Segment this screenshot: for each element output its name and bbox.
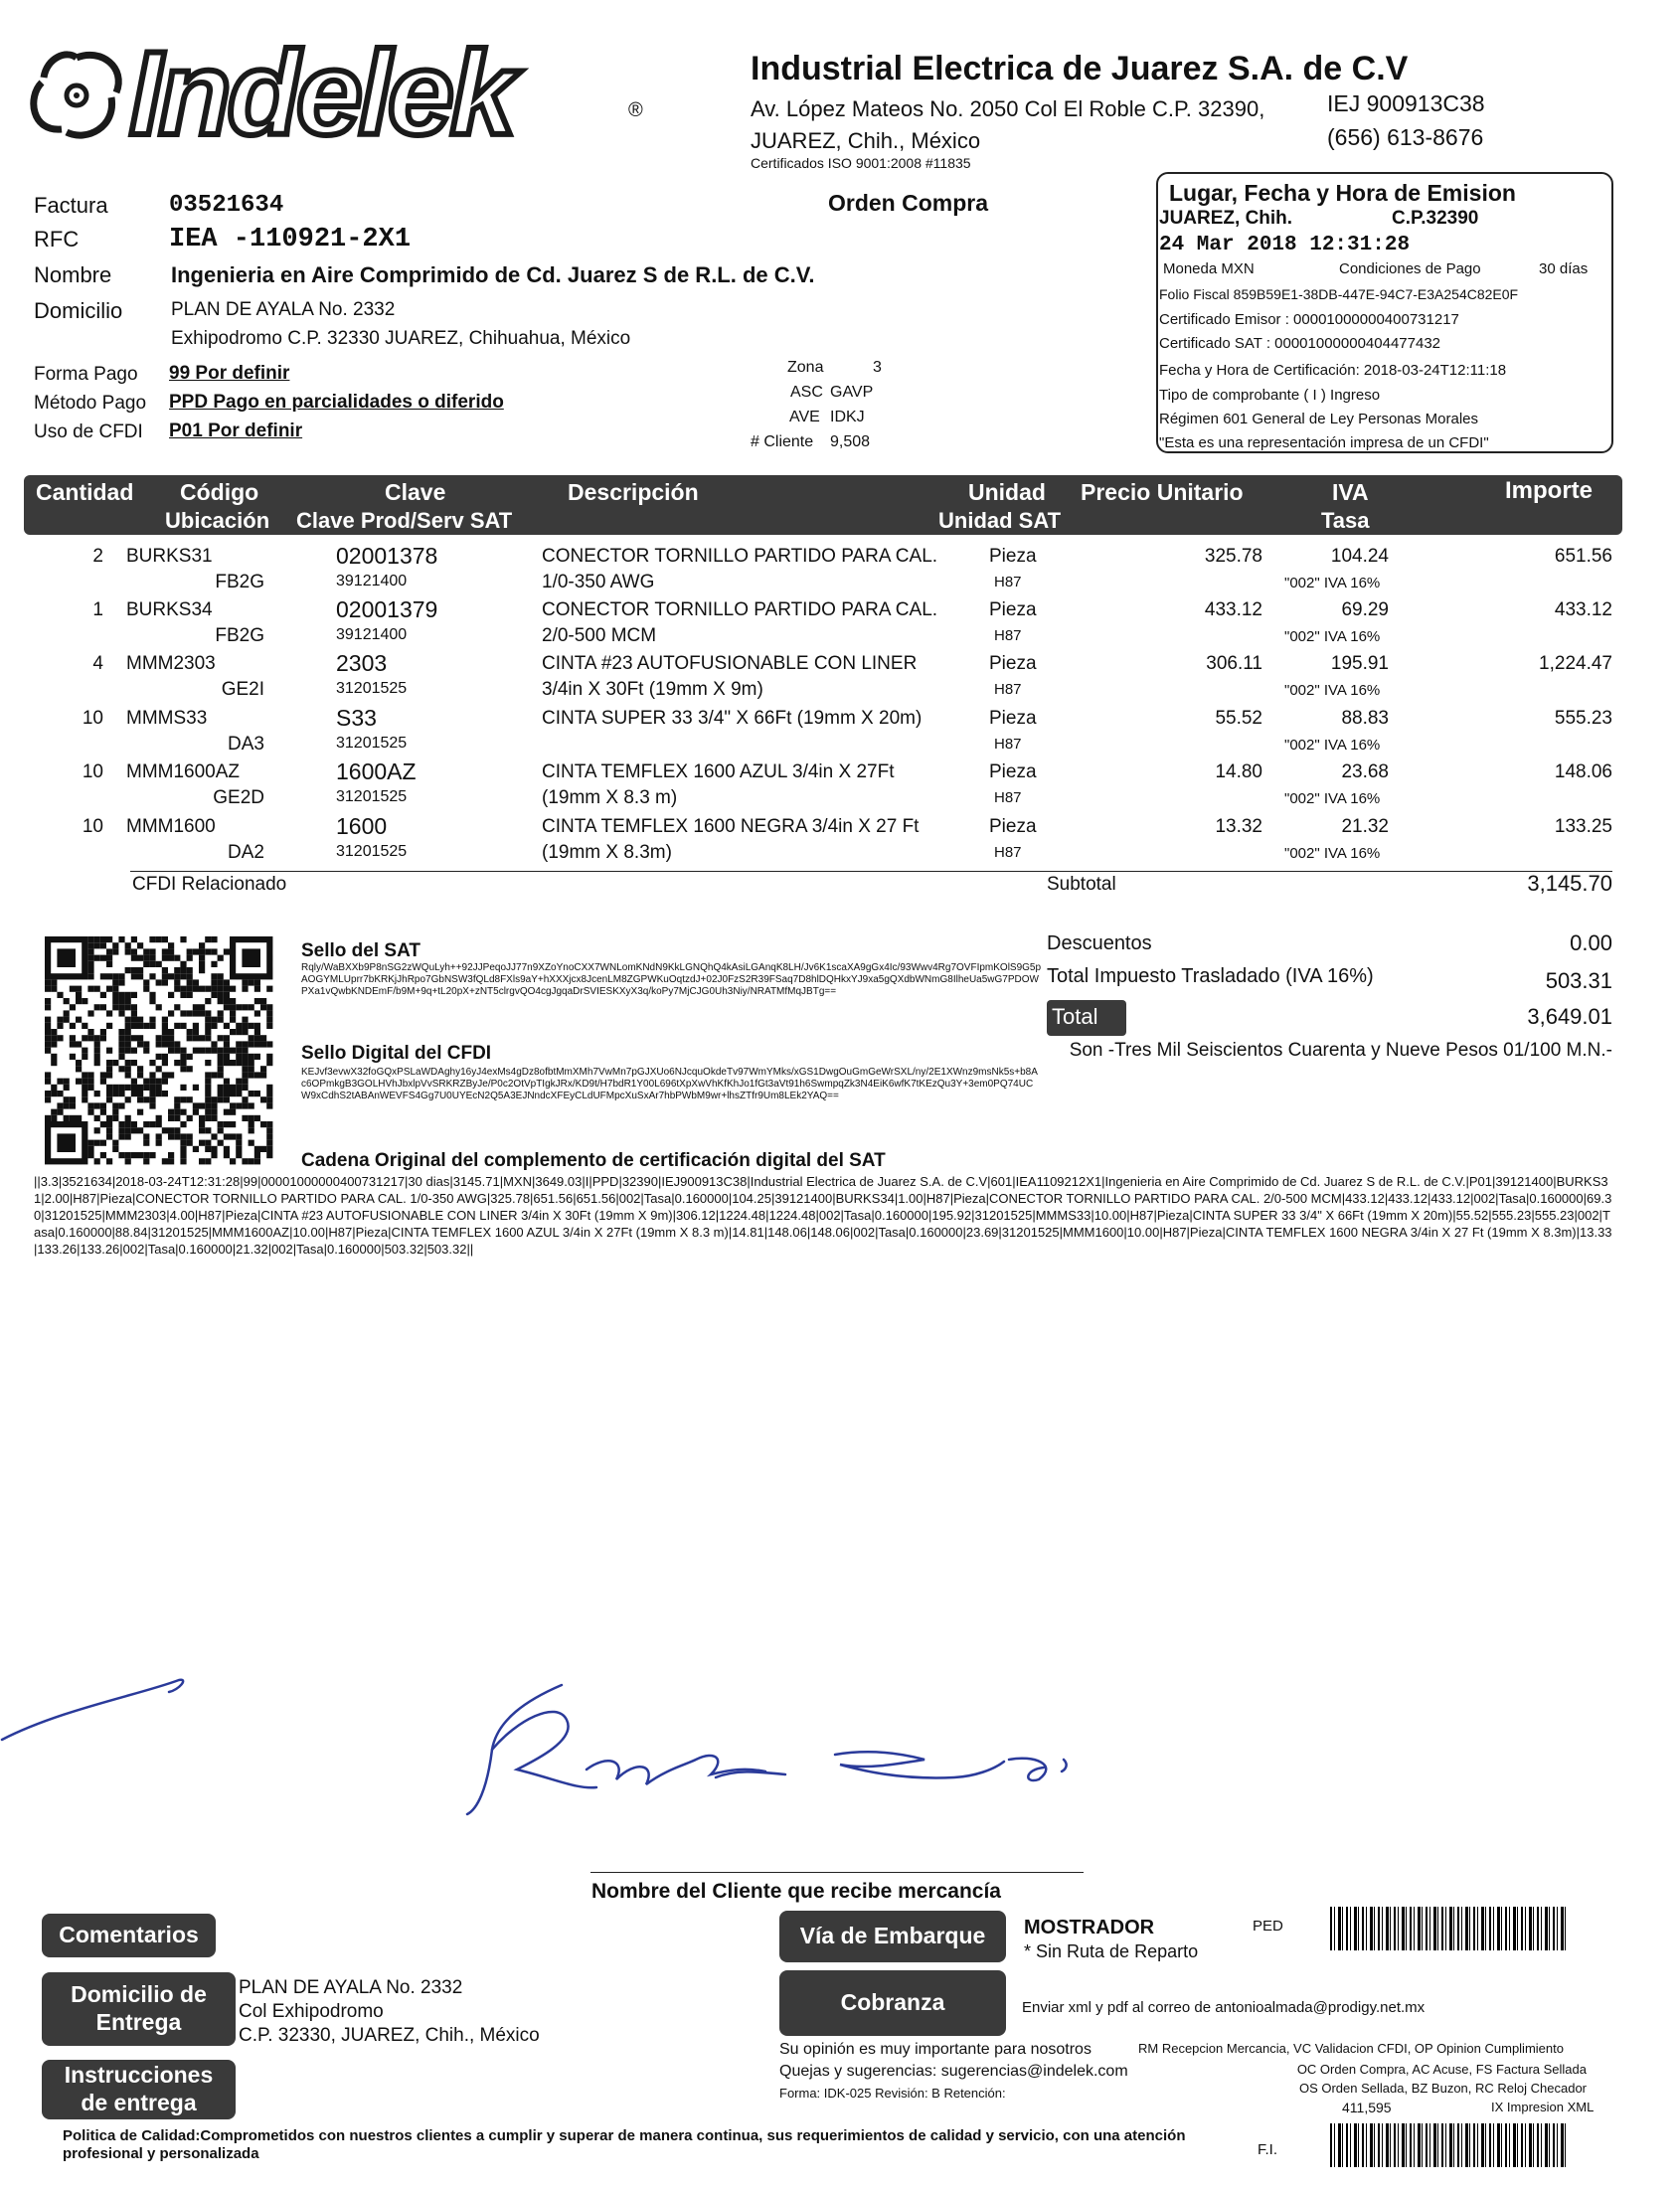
company-name: Industrial Electrica de Juarez S.A. de C.V [751, 50, 1409, 87]
cobranza-button [779, 1970, 1006, 2036]
cfdi-note: "Esta es una representación impresa de un CFDI" [1159, 434, 1489, 451]
item-iva: 23.68 [1341, 761, 1389, 782]
sin-ruta: * Sin Ruta de Reparto [1024, 1941, 1199, 1961]
ped-label: PED [1253, 1918, 1283, 1935]
item-code: MMM1600AZ [126, 761, 241, 782]
ave-label: AVE [789, 409, 820, 425]
quejas: Quejas y sugerencias: sugerencias@indelek.com [779, 2063, 1128, 2080]
item-clave-sat: 39121400 [336, 626, 408, 643]
os-legend: OS Orden Sellada, BZ Buzon, RC Reloj Checador [1298, 2081, 1587, 2096]
item-qty: 1 [92, 599, 103, 620]
item-qty: 2 [92, 546, 103, 567]
item-importe: 1,224.47 [1539, 653, 1612, 674]
item-importe: 148.06 [1554, 761, 1612, 782]
item-importe: 133.25 [1554, 816, 1612, 837]
enviar-xml: Enviar xml y pdf al correo de antonioalmada@prodigy.net.mx [1022, 1999, 1426, 2016]
item-code: MMM1600 [126, 816, 216, 837]
item-desc-1: CINTA TEMFLEX 1600 NEGRA 3/4in X 27 Ft [542, 816, 920, 837]
domicilio-entrega-label: Domicilio de Entrega [71, 1981, 207, 2035]
item-location: FB2G [215, 625, 264, 646]
col-codigo: Código [180, 479, 259, 505]
ped-barcode [1330, 1907, 1567, 1950]
descuentos-label: Descuentos [1047, 932, 1152, 954]
cert-sat: Certificado SAT : 00001000000404477432 [1159, 335, 1441, 352]
factura-label: Factura [34, 193, 108, 218]
item-precio: 306.11 [1206, 653, 1262, 674]
forma-pago-value: 99 Por definir [169, 363, 290, 384]
asc-value: GAVP [830, 384, 874, 401]
sello-digital-text: KEJvf3evwX32foGQxPSLaWDAghy16yJ4exMs4gDz8ofbtMmXMh7VwMn7pGJXUo6NJcquOkdeTv97WmYMks/xGS1DwgOuGmGeWrSXL/ny/2E1XWnz9msNk5s+b8Ac6OPmkgB3GOLHVhJbxlpVvSRKRZByJe/P0c2OtVpTIgkJRx/KD9t/H7bdR1Y00L696tXpXwVhKfKhJo1fGt3aVt91h6SwmpqZk3N4EiK6wfK7tKEzQu3Y+3em0PQ74UCW9xCdhS2tABAnWEVFS4Gg7U0UYEcN2Q5A3EJNndcXFEyCLdUFMpcXuSxAr7hbPWbM9wr+lhsZTfr9Um8LEk2YAQ== [301, 1067, 1038, 1101]
item-iva: 69.29 [1341, 599, 1389, 620]
asc-label: ASC [790, 384, 823, 401]
subtotal-value: 3,145.70 [1527, 871, 1612, 896]
total-in-words: Son -Tres Mil Seiscientos Cuarenta y Nueve Pesos 01/100 M.N.- [1069, 1040, 1612, 1061]
company-cert: Certificados ISO 9001:2008 #11835 [751, 155, 971, 171]
table-row [0, 596, 1680, 654]
item-desc-2: (19mm X 8.3m) [542, 842, 672, 863]
orden-compra-label: Orden Compra [828, 190, 989, 216]
table-row [0, 758, 1680, 816]
item-clave: 02001378 [336, 543, 438, 569]
item-importe: 651.56 [1554, 546, 1612, 567]
signature [0, 1660, 1093, 1859]
opinion: Su opinión es muy importante para nosotros [779, 2041, 1092, 2058]
company-phone: (656) 613-8676 [1327, 124, 1484, 150]
via-embarque-label: Vía de Embarque [799, 1923, 986, 1949]
descuentos-value: 0.00 [1570, 930, 1612, 955]
item-code: MMMS33 [126, 708, 208, 729]
item-importe: 433.12 [1554, 599, 1612, 620]
entrega-address-2: Col Exhipodromo [239, 2001, 384, 2022]
col-unidad: Unidad [968, 479, 1046, 505]
col-importe: Importe [1505, 477, 1594, 504]
item-tasa: "002" IVA 16% [1284, 790, 1381, 807]
table-row [0, 650, 1680, 708]
item-code: MMM2303 [126, 653, 216, 674]
ix-legend: IX Impresion XML [1491, 2100, 1595, 2114]
item-desc-1: CINTA TEMFLEX 1600 AZUL 3/4in X 27Ft [542, 761, 895, 782]
item-clave-sat: 31201525 [336, 788, 408, 805]
emision-date: 24 Mar 2018 12:31:28 [1159, 234, 1411, 256]
col-unidad-sat: Unidad SAT [938, 508, 1062, 533]
col-clave: Clave [385, 479, 446, 505]
condiciones-dias: 30 días [1539, 260, 1589, 277]
rfc-label: RFC [34, 227, 80, 252]
indelek-swirl-logo-icon [22, 38, 131, 147]
item-location: GE2D [213, 787, 264, 808]
item-code: BURKS34 [126, 599, 213, 620]
item-iva: 88.83 [1341, 708, 1389, 729]
item-clave-sat: 31201525 [336, 843, 408, 860]
item-qty: 4 [92, 653, 103, 674]
item-unidad: Pieza [989, 599, 1037, 620]
oc-legend: OC Orden Compra, AC Acuse, FS Factura Sellada [1296, 2062, 1587, 2077]
nombre-label: Nombre [34, 262, 112, 287]
item-importe: 555.23 [1554, 708, 1612, 729]
mostrador: MOSTRADOR [1024, 1917, 1155, 1938]
cliente-value: 9,508 [830, 433, 871, 450]
item-precio: 55.52 [1215, 708, 1262, 729]
col-descripcion: Descripción [568, 479, 699, 505]
registered-icon: ® [628, 99, 643, 121]
item-clave-sat: 31201525 [336, 735, 408, 752]
item-location: DA3 [228, 734, 264, 755]
item-tasa: "002" IVA 16% [1284, 737, 1381, 754]
item-tasa: "002" IVA 16% [1284, 845, 1381, 862]
item-unidad-sat: H87 [994, 789, 1022, 806]
sello-sat-title: Sello del SAT [301, 940, 421, 961]
item-unidad: Pieza [989, 816, 1037, 837]
item-unidad-sat: H87 [994, 844, 1022, 861]
total-label: Total [1052, 1004, 1098, 1029]
zona-label: Zona [787, 359, 824, 376]
item-precio: 13.32 [1215, 816, 1262, 837]
company-logo: Indelek [129, 27, 513, 160]
fi-barcode [1330, 2123, 1567, 2167]
item-desc-1: CONECTOR TORNILLO PARTIDO PARA CAL. [542, 546, 938, 567]
col-tasa: Tasa [1321, 508, 1370, 533]
regimen: Régimen 601 General de Ley Personas Morales [1159, 411, 1479, 427]
fecha-cert: Fecha y Hora de Certificación: 2018-03-24T12:11:18 [1159, 362, 1507, 379]
item-clave-sat: 39121400 [336, 573, 408, 590]
col-clave-sat: Clave Prod/Serv SAT [296, 508, 513, 533]
col-cantidad: Cantidad [36, 479, 134, 505]
item-tasa: "002" IVA 16% [1284, 628, 1381, 645]
item-precio: 325.78 [1204, 546, 1262, 567]
item-code: BURKS31 [126, 546, 213, 567]
metodo-pago-label: Método Pago [34, 393, 147, 414]
item-tasa: "002" IVA 16% [1284, 575, 1381, 591]
cert-emisor: Certificado Emisor : 00001000000400731217 [1159, 311, 1459, 328]
forma-revision: Forma: IDK-025 Revisión: B Retención: [779, 2086, 1006, 2101]
item-unidad-sat: H87 [994, 627, 1022, 644]
folio-num: 411,595 [1342, 2100, 1392, 2115]
item-clave: 02001379 [336, 596, 438, 622]
item-desc-1: CINTA SUPER 33 3/4" X 66Ft (19mm X 20m) [542, 708, 923, 729]
sello-sat-text: Rqly/WaBXXb9P8nSG2zWQuLyh++92JJPeqoJJ77n9XZoYnoCXX7WNLomKNdN9KkLGNQhQ4kAsiLGAnqK8LH/Jv6K1scaXA9gGx4Ic/93Wwv4Rg7OVFIpmKOlS9G5pAOGYMLUprr7bKRKjJhRpo7GbNSW3fQLd8FXls9aY+hXXXjcx8JcenLM8ZGPWKuOqtzdJ+02J0FzS2R39FSaq7D8hlDQHkxYJ9xa5gQXdbWNmG8IlheUa5wG7PDOWPXa1vQwbKNDEmF/b9M+9q+tL20pX+zNT5clrgvQO4cgJgqaDrSVIESKXyX3q/koPy7MjCJG0Uh3Niy/NRATMfMqJBTg== [301, 962, 1042, 997]
entrega-address-3: C.P. 32330, JUAREZ, Chih., México [239, 2025, 540, 2046]
item-unidad: Pieza [989, 708, 1037, 729]
metodo-pago-value: PPD Pago en parcialidades o diferido [169, 392, 504, 413]
item-iva: 104.24 [1330, 546, 1389, 567]
table-row [0, 543, 1680, 600]
item-unidad-sat: H87 [994, 681, 1022, 698]
item-desc-2: 1/0-350 AWG [542, 572, 655, 592]
cliente-signature-line [590, 1872, 1084, 1873]
item-desc-2: 2/0-500 MCM [542, 625, 657, 646]
item-desc-2: 3/4in X 30Ft (19mm X 9m) [542, 679, 763, 700]
item-iva: 195.91 [1330, 653, 1389, 674]
fi-label: F.I. [1258, 2141, 1278, 2158]
item-unidad-sat: H87 [994, 574, 1022, 590]
item-qty: 10 [82, 708, 103, 729]
col-iva: IVA [1332, 479, 1369, 505]
instrucciones-button [42, 2060, 236, 2119]
col-precio: Precio Unitario [1081, 479, 1244, 505]
item-precio: 433.12 [1204, 599, 1262, 620]
item-unidad: Pieza [989, 761, 1037, 782]
domicilio-entrega-button [42, 1972, 236, 2046]
client-name: Ingenieria en Aire Comprimido de Cd. Juarez S de R.L. de C.V. [171, 262, 815, 287]
ave-value: IDKJ [830, 409, 865, 425]
forma-pago-label: Forma Pago [34, 364, 138, 385]
item-clave: 1600 [336, 813, 388, 839]
moneda: Moneda MXN [1163, 260, 1255, 277]
item-desc-1: CONECTOR TORNILLO PARTIDO PARA CAL. [542, 599, 938, 620]
via-embarque-button [779, 1911, 1006, 1962]
item-location: GE2I [221, 679, 264, 700]
comentarios-button [42, 1914, 216, 1957]
emision-cp: C.P.32390 [1392, 208, 1479, 229]
table-header [24, 475, 1622, 535]
item-clave-sat: 31201525 [336, 680, 408, 697]
item-location: FB2G [215, 572, 264, 592]
item-unidad: Pieza [989, 546, 1037, 567]
cfdi-relacionado: CFDI Relacionado [132, 874, 287, 895]
zona-value: 3 [873, 359, 882, 376]
client-rfc: IEA -110921-2X1 [169, 225, 412, 254]
item-tasa: "002" IVA 16% [1284, 682, 1381, 699]
item-iva: 21.32 [1341, 816, 1389, 837]
tipo-comprobante: Tipo de comprobante ( I ) Ingreso [1159, 387, 1381, 404]
subtotal-line [130, 871, 1612, 872]
total-value: 3,649.01 [1527, 1004, 1612, 1029]
company-rfc: IEJ 900913C38 [1327, 90, 1485, 116]
factura-number: 03521634 [169, 192, 284, 219]
rm-legend: RM Recepcion Mercancia, VC Validacion CFDI, OP Opinion Cumplimiento [1138, 2041, 1564, 2056]
cobranza-label: Cobranza [840, 1989, 945, 2016]
item-unidad-sat: H87 [994, 736, 1022, 753]
table-row [0, 705, 1680, 762]
item-qty: 10 [82, 816, 103, 837]
item-location: DA2 [228, 842, 264, 863]
table-row [0, 813, 1680, 871]
client-address-1: PLAN DE AYALA No. 2332 [171, 299, 396, 320]
item-qty: 10 [82, 761, 103, 782]
company-address-1: Av. López Mateos No. 2050 Col El Roble C.P. 32390, [751, 96, 1265, 121]
item-precio: 14.80 [1215, 761, 1262, 782]
entrega-address-1: PLAN DE AYALA No. 2332 [239, 1977, 463, 1998]
item-unidad: Pieza [989, 653, 1037, 674]
instrucciones-label: Instrucciones de entrega [64, 2062, 214, 2115]
sello-digital-title: Sello Digital del CFDI [301, 1043, 492, 1064]
cadena-text: ||3.3|3521634|2018-03-24T12:31:28|99|00001000000400731217|30 dias|3145.71|MXN|3649.03|I|PPD|32390|IEJ900913C38|Industrial Electrica de Juarez S.A. de C.V|601|IEA1109212X1|Ingenieria en Aire Comprimido de Cd. Juarez S de R.L. de C.V.|P01|39121400|BURKS31|2.00|H87|Pieza|CONECTOR TORNILLO PARTIDO PARA CAL. 1/0-350 AWG|325.78|651.56|651.56|002|Tasa|0.160000|104.25|39121400|BURKS34|1.00|H87|Pieza|CONECTOR TORNILLO PARTIDO PARA CAL. 2/0-500 MCM|433.12|433.12|433.12|002|Tasa|0.160000|69.30|31201525|MMM2303|4.00|H87|Pieza|CINTA #23 AUTOFUSIONABLE CON LINER 3/4in X 30Ft (19mm X 9m)|306.12|1224.48|1224.48|002|Tasa|0.160000|195.92|31201525|MMMS33|10.00|H87|Pieza|CINTA SUPER 33 3/4" X 66Ft (19mm X 20m)|55.52|555.23|555.23|002|Tasa|0.160000|88.84|31201525|MMM1600AZ|10.00|H87|Pieza|CINTA TEMFLEX 1600 AZUL 3/4in X 27Ft (19mm X 8.3 m)|14.81|148.06|148.06|002|Tasa|0.160000|23.69|31201525|MMM1600|10.00|H87|Pieza|CINTA TEMFLEX 1600 NEGRA 3/4in X 27 Ft (19mm X 8.3m)|13.33|133.26|133.26|002|Tasa|0.160000|21.32|002|Tasa|0.160000|503.32|503.32|| [34, 1174, 1612, 1257]
comentarios-label: Comentarios [59, 1922, 199, 1948]
nombre-cliente-label: Nombre del Cliente que recibe mercancía [591, 1880, 1001, 1903]
folio-fiscal: Folio Fiscal 859B59E1-38DB-447E-94C7-E3A254C82E0F [1159, 286, 1519, 302]
condiciones-pago: Condiciones de Pago [1339, 260, 1481, 277]
client-address-2: Exhipodromo C.P. 32330 JUAREZ, Chihuahua, México [171, 328, 631, 349]
cliente-label: # Cliente [751, 433, 814, 450]
impuesto-label: Total Impuesto Trasladado (IVA 16%) [1047, 965, 1374, 987]
politica-calidad: Politica de Calidad:Comprometidos con nuestros clientes a cumplir y superar de manera continua, sus requerimientos de calidad y servicio, con una atención profesional y personalizada [63, 2127, 1186, 2162]
subtotal-label: Subtotal [1047, 874, 1116, 895]
col-ubicacion: Ubicación [165, 508, 270, 533]
impuesto-value: 503.31 [1545, 968, 1612, 993]
item-clave: 2303 [336, 650, 388, 676]
qr-code [45, 936, 299, 1165]
item-desc-1: CINTA #23 AUTOFUSIONABLE CON LINER [542, 653, 918, 674]
cadena-title: Cadena Original del complemento de certificación digital del SAT [301, 1150, 886, 1171]
emision-title: Lugar, Fecha y Hora de Emision [1169, 180, 1516, 206]
uso-cfdi-value: P01 Por definir [169, 421, 303, 441]
item-clave: S33 [336, 705, 377, 731]
item-clave: 1600AZ [336, 758, 417, 784]
item-desc-2: (19mm X 8.3 m) [542, 787, 678, 808]
emision-city: JUAREZ, Chih. [1159, 208, 1293, 229]
domicilio-label: Domicilio [34, 298, 123, 323]
uso-cfdi-label: Uso de CFDI [34, 421, 143, 442]
company-address-2: JUAREZ, Chih., México [751, 128, 981, 153]
